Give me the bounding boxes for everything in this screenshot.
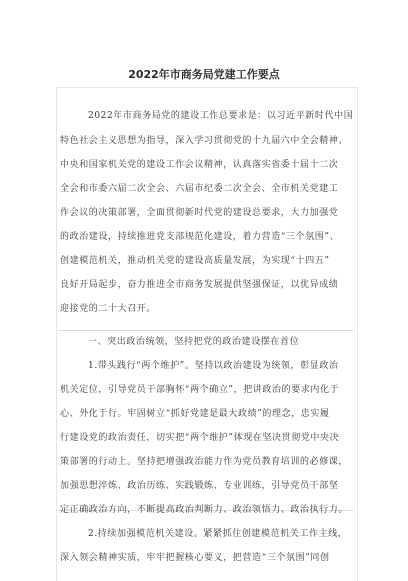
paragraph-line: 策部署的行动上。坚持把增强政治能力作为党员教育培训的必修课， [60,457,349,467]
document-title: 2022年市商务局党建工作要点 [128,68,280,81]
paragraph-line: 行建设党的政治责任，切实把“两个维护”体现在坚决贯彻党中央决 [60,433,340,443]
paragraph-line: 良好开局起步，奋力推进全市商务发展提供坚强保证，以优异成绩 [60,280,339,290]
paragraph-line: 2.持续加强模范机关建设。紧紧抓住创建模范机关工作主线， [88,529,348,539]
paragraph-line: 心、外化于行。牢固树立“抓好党建是最大政绩”的理念，忠实履 [60,409,330,419]
paragraph-line: 1.带头践行“两个维护”。坚持以政治建设为统领，彰显政治 [88,361,339,371]
paragraph-line: 加强思想淬炼、政治历练、实践锻炼、专业训练，引导党员干部坚 [60,481,339,491]
paragraph-line: 创建模范机关，推动机关党的建设高质量发展，为实现“十四五” [60,256,330,266]
paragraph-line: 作会议的决策部署，全面贯彻新时代党的建设总要求，大力加强党 [60,208,339,218]
paragraph-line: 2022年市商务局党的建设工作总要求是：以习近平新时代中国 [88,111,354,121]
paragraph-line: 中央和国家机关党的建设工作会议精神，认真落实省委十届十二次 [60,160,339,170]
paragraph-line: 特色社会主义思想为指导，深入学习贯彻党的十九届六中全会精神、 [60,136,349,146]
paragraph-line: 全会和市委六届二次全会、六届市纪委二次全会、全市机关党建工 [60,184,339,194]
paragraph-line: 深入领会精神实质，牢牢把握核心要义，把营造“三个氛围”同创 [60,553,330,563]
paragraph-line: 的政治建设，持续推进党支部规范化建设，着力营造“三个氛围”、 [60,232,340,242]
paragraph-line: 定正确政治方向，不断提高政治判断力、政治领悟力、政治执行力。 [60,505,349,515]
paragraph-line: 迎接党的二十大召开。 [60,304,157,314]
paragraph-line: 机关定位，引导党员干部胸怀“两个确立”，把讲政治的要求内化于 [60,385,340,395]
section-heading: 一、突出政治统领，坚持把党的政治建设摆在首位 [88,337,300,347]
